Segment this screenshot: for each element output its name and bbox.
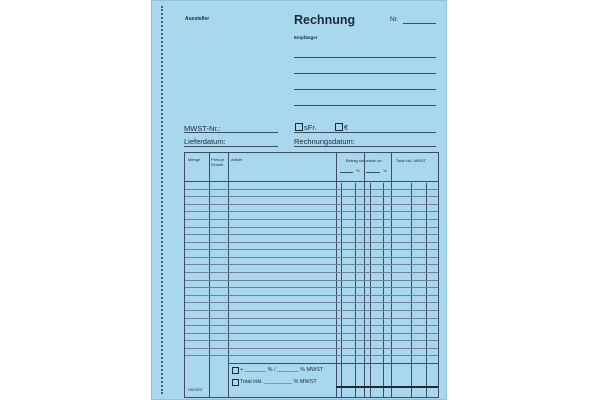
col-divider-a2: [355, 183, 356, 397]
table-row-line: [185, 257, 438, 258]
table-row-line: [185, 242, 438, 243]
col-divider-t2: [426, 183, 427, 397]
form-title: Rechnung: [294, 13, 356, 27]
table-row-line: [185, 204, 438, 205]
recipient-line-4[interactable]: [294, 105, 436, 106]
header-bottom-line: [185, 181, 438, 182]
vat-no-line[interactable]: [184, 132, 278, 133]
col-divider-price: [228, 153, 229, 397]
currency-line: [294, 132, 436, 133]
header-percent-a: %: [356, 168, 360, 173]
col-divider-total: [391, 153, 392, 397]
recipient-line-2[interactable]: [294, 73, 436, 74]
number-label: Nr.: [390, 16, 399, 23]
table-row-line: [185, 318, 438, 319]
col-divider-article: [336, 153, 337, 397]
invoice-form-sheet: [151, 0, 447, 400]
vat-line-checkbox[interactable]: [232, 367, 239, 374]
table-row-line: [185, 196, 438, 197]
header-unit-price: Preis je Einheit: [211, 157, 225, 167]
recipient-line-1[interactable]: [294, 57, 436, 58]
delivery-date-line[interactable]: [184, 146, 278, 147]
invoice-date-line[interactable]: [294, 146, 436, 147]
currency-eur-label: €: [344, 123, 349, 132]
table-row-line: [185, 189, 438, 190]
header-total-incl-vat: Total inkl. MWST: [396, 158, 427, 163]
table-row-line: [185, 325, 438, 326]
currency-chf-checkbox[interactable]: [295, 123, 303, 131]
col-divider-quantity: [209, 153, 210, 397]
header-amount-taxable: Betrag steuerbar zu:: [346, 158, 383, 163]
table-row-line: [185, 340, 438, 341]
table-row-line: [185, 295, 438, 296]
percent-a-line[interactable]: [340, 172, 353, 173]
table-row-line: [185, 227, 438, 228]
col-divider-b1: [370, 183, 371, 397]
brand-label: FAVORIT: [188, 388, 203, 392]
total-double-line: [336, 386, 438, 388]
percent-b-line[interactable]: [366, 172, 380, 173]
table-row-line: [185, 348, 438, 349]
currency-eur-checkbox[interactable]: [335, 123, 343, 131]
footer-separator: [228, 363, 438, 364]
col-divider-a1: [341, 183, 342, 397]
header-quantity: Menge: [188, 157, 201, 162]
recipient-label: Empfänger: [294, 35, 318, 40]
col-divider-mid: [364, 153, 365, 397]
total-line-label: Total inkl. _________ % MWST: [240, 379, 317, 385]
table-row-line: [185, 219, 438, 220]
issuer-label: Aussteller: [185, 16, 210, 22]
table-row-line: [185, 333, 438, 334]
total-line-checkbox[interactable]: [232, 379, 239, 386]
table-row-line: [185, 264, 438, 265]
col-divider-b2: [383, 183, 384, 397]
invoice-date-label: Rechnungsdatum:: [294, 137, 355, 146]
delivery-date-label: Lieferdatum:: [184, 137, 226, 146]
table-row-line: [185, 249, 438, 250]
table-row-line: [185, 234, 438, 235]
number-field-line[interactable]: [403, 23, 436, 24]
recipient-line-3[interactable]: [294, 89, 436, 90]
vat-line-label: + _______ % / _______ % MWST: [240, 367, 324, 373]
header-percent-b: %: [383, 168, 387, 173]
table-row-line: [185, 302, 438, 303]
table-row-line: [185, 310, 438, 311]
table-row-line: [185, 355, 438, 356]
line-items-table: [184, 152, 439, 398]
perforation-line: [161, 6, 163, 394]
table-row-line: [185, 211, 438, 212]
vat-no-label: MWST-Nr.:: [184, 124, 221, 133]
currency-chf-label: sFr.: [304, 123, 317, 132]
header-article: Artikel: [231, 157, 243, 162]
table-row-line: [185, 280, 438, 281]
col-divider-t1: [411, 183, 412, 397]
table-row-line: [185, 272, 438, 273]
table-row-line: [185, 287, 438, 288]
